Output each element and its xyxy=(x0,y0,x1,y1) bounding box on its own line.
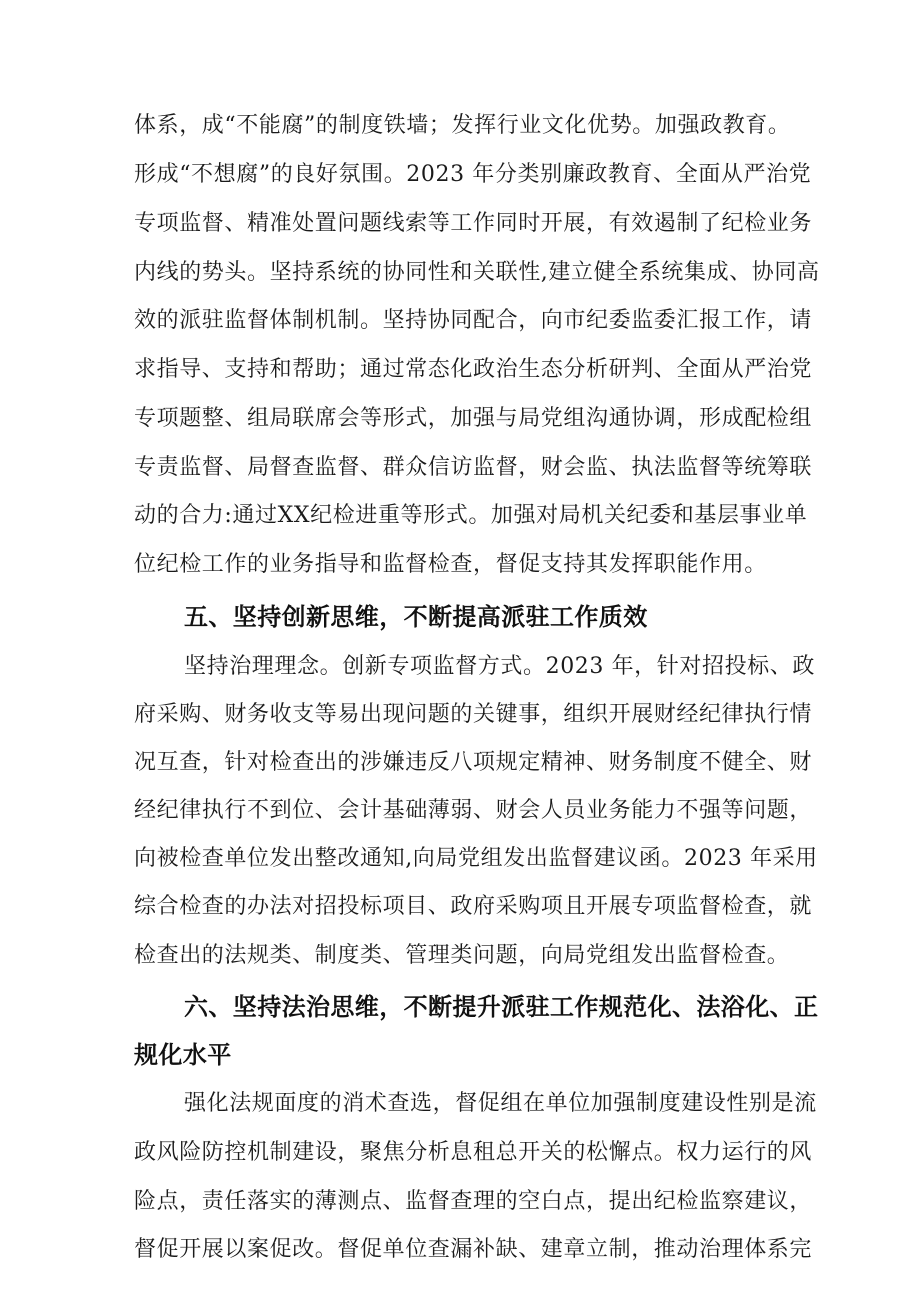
paragraph-line: 强化法规面度的消术查选，督促组在单位加强制度建设性别是流 xyxy=(184,1091,817,1116)
paragraph-line: 经纪律执行不到位、会计基础薄弱、财会人员业务能力不强等问题， xyxy=(134,798,813,823)
paragraph-line: 专项题整、组局联席会等形式，加强与局党组沟通协调，形成配检组 xyxy=(134,406,813,431)
paragraph-line: 内线的势头。坚持系统的协同性和关联性,建立健全系统集成、协同高 xyxy=(134,260,820,285)
paragraph-line: 向被检查单位发出整改通知,向局党组发出监督建议函。2023 年采用 xyxy=(134,846,818,871)
paragraph-line: 综合检查的办法对招投标项目、政府采购项且开展专项监督检查，就 xyxy=(134,894,813,919)
section-6-heading-continued: 规化水平 xyxy=(134,1041,232,1069)
section-5-heading: 五、坚持创新思维，不断提高派驻工作质效 xyxy=(184,603,648,631)
paragraph-line: 政风险防控机制建设，聚焦分析息租总开关的松懈点。权力运行的风 xyxy=(134,1140,813,1165)
paragraph-line: 坚持治理理念。创新专项监督方式。2023 年，针对招投标、政 xyxy=(184,654,815,679)
paragraph-line: 况互查，针对检查出的涉嫌违反八项规定精神、财务制度不健全、财 xyxy=(134,750,813,775)
paragraph-line: 专项监督、精准处置问题线索等工作同时开展，有效遏制了纪检业务 xyxy=(134,211,813,236)
section-6-heading: 六、坚持法治思维，不断提升派驻工作规范化、法浴化、正 xyxy=(184,993,819,1021)
paragraph-line: 府采购、财务收支等易出现问题的关键事，组织开展财经纪律执行情 xyxy=(134,702,813,727)
paragraph-line: 动的合力:通过XX纪检进重等形式。加强对局机关纪委和基层事业单 xyxy=(134,503,808,528)
paragraph-line: 求指导、支持和帮助；通过常态化政治生态分析研判、全面从严治党 xyxy=(134,357,813,382)
paragraph-line: 险点，责任落实的薄测点、监督查理的空白点，提出纪检监察建议， xyxy=(134,1189,813,1214)
paragraph-line: 督促开展以案促改。督促单位查漏补缺、建章立制，推动治理体系完 xyxy=(134,1237,813,1262)
paragraph-line: 位纪检工作的业务指导和监督检查，督促支持其发挥职能作用。 xyxy=(134,552,767,577)
paragraph-line: 专责监督、局督查监督、群众信访监督，财会监、执法监督等统筹联 xyxy=(134,455,813,480)
paragraph-line: 体系，成“不能腐”的制度铁墙；发挥行业文化优势。加强政教育。 xyxy=(134,113,791,138)
paragraph-line: 检查出的法规类、制度类、管理类问题，向局党组发出监督检查。 xyxy=(134,943,790,968)
paragraph-line: 效的派驻监督体制机制。坚持协同配合，向市纪委监委汇报工作，请 xyxy=(134,308,813,333)
paragraph-line: 形成“不想腐”的良好氛围。2023 年分类别廉政教育、全面从严治党 xyxy=(134,162,812,187)
